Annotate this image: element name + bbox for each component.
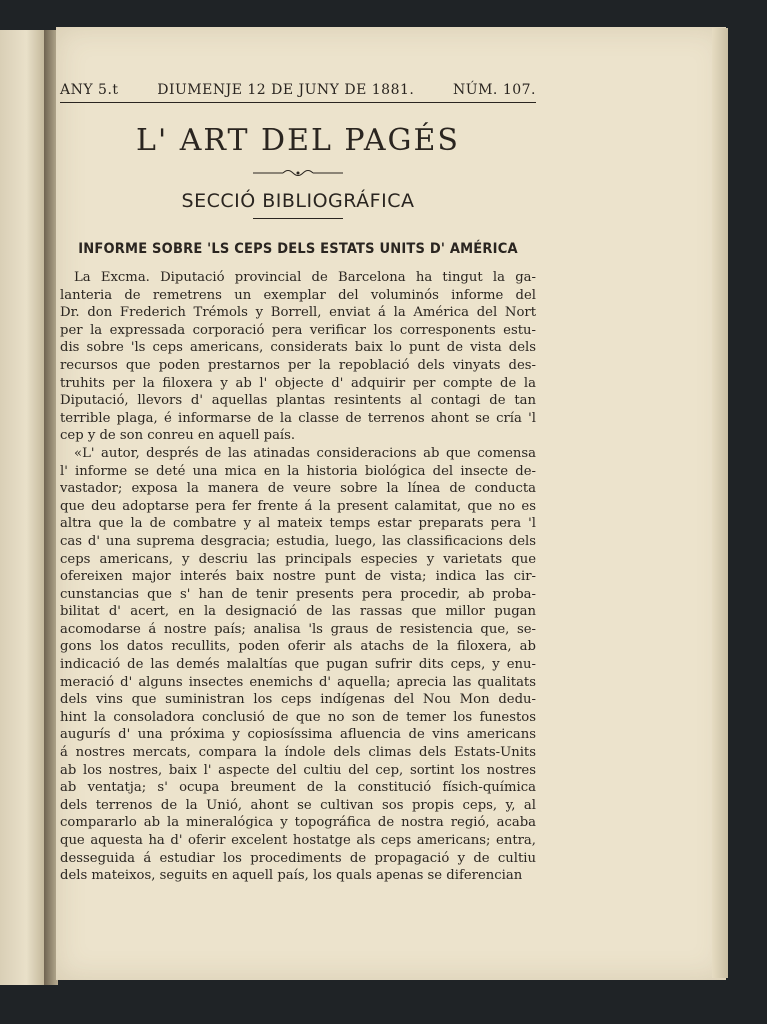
- text-line: acomodarse á nostre país; analisa 'ls graus de resistencia que, se-: [60, 621, 536, 637]
- text-line: compararlo ab la mineralógica y topográfica de nostra regió, acaba: [60, 815, 536, 831]
- text-line: truhits per la filoxera y ab l' objecte d' adquirir per compte de la: [60, 375, 536, 391]
- section-title: SECCIÓ BIBLIOGRÁFICA: [181, 190, 415, 212]
- text-line: dis sobre 'ls ceps americans, considerats baix lo punt de vista dels: [60, 340, 536, 356]
- text-line: cunstancias que s' han de tenir presents pera procedir, ab proba-: [60, 586, 536, 602]
- text-line: terrible plaga, é informarse de la classe de terrenos ahont se cría 'l: [60, 410, 536, 426]
- text-line: á nostres mercats, compara la índole dels climas dels Estats-Units: [60, 745, 536, 761]
- text-line: meració d' alguns insectes enemichs d' aquella; aprecia las qualitats: [60, 674, 536, 690]
- article-title: INFORME SOBRE 'LS CEPS DELS ESTATS UNITS D' AMÉRICA: [78, 241, 518, 257]
- text-line: ab ventatja; s' ocupa breument de la constitució físich-química: [60, 780, 536, 796]
- text-line: Dr. don Frederich Trémols y Borrell, enviat á la América del Nort: [60, 305, 536, 321]
- text-line: vastador; exposa la manera de veure sobre la línea de conducta: [60, 481, 536, 497]
- header-year: ANY 5.t: [60, 82, 119, 98]
- text-line: ofereixen major interés baix nostre punt de vista; indica las cir-: [60, 569, 536, 585]
- text-line: Diputació, llevors d' aquellas plantas resintents al contagi de tan: [60, 393, 536, 409]
- text-line: augurís d' una próxima y copiosíssima afluencia de vins americans: [60, 727, 536, 743]
- left-page-edge: [0, 30, 46, 985]
- text-line: dels mateixos, seguits en aquell país, los quals apenas se diferencian: [60, 868, 523, 884]
- header-number: NÚM. 107.: [453, 82, 536, 98]
- text-line: gons los datos recullits, poden oferir als atachs de la filoxera, ab: [60, 639, 536, 655]
- text-line: ab los nostres, baix l' aspecte del cultiu del cep, sortint los nostres: [60, 762, 536, 778]
- text-line: desseguida á estudiar los procediments de propagació y de cultiu: [60, 850, 536, 866]
- text-line: altra que la de combatre y al mateix temps estar preparats pera 'l: [60, 516, 536, 532]
- masthead-title: L' ART DEL PAGÉS: [136, 123, 460, 158]
- text-line: ceps americans, y descriu las principals especies y varietats que: [60, 551, 536, 567]
- text-line: que aquesta ha d' oferir excelent hostatge als ceps americans; entra,: [60, 833, 536, 848]
- right-page-edge: [712, 28, 728, 978]
- running-header: [60, 82, 536, 103]
- text-line: indicació de las demés malaltías que pugan sufrir dits ceps, y enu-: [60, 657, 536, 673]
- paragraph-1: [60, 269, 536, 445]
- text-line: lanteria de remetrens un exemplar del voluminós informe del: [60, 287, 536, 303]
- page-content: [60, 82, 536, 885]
- article-body: [60, 269, 536, 885]
- text-line: cas d' una suprema desgracia; estudia, luego, las classificacions dels: [60, 533, 536, 549]
- text-line: dels vins que suministran los ceps indígenas del Nou Mon dedu-: [60, 692, 536, 708]
- ornament-divider: [60, 164, 536, 178]
- text-line: hint la consoladora conclusió de que no son de temer los funestos: [60, 709, 536, 725]
- text-line: «L' autor, després de las atinadas consideracions ab que comensa: [74, 445, 536, 461]
- text-line: que deu adoptarse pera fer frente á la present calamitat, que no es: [60, 498, 536, 514]
- text-line: l' informe se deté una mica en la historia biológica del insecte de-: [60, 463, 536, 479]
- section-rule: [253, 218, 343, 219]
- text-line: recursos que poden prestarnos per la repoblació dels vinyats des-: [60, 357, 536, 373]
- text-line: dels terrenos de la Unió, ahont se cultivan sos propis ceps, y, al: [60, 797, 536, 813]
- text-line: bilitat d' acert, en la designació de las rassas que millor pugan: [60, 604, 536, 620]
- text-line: cep y de son conreu en aquell país.: [60, 428, 296, 444]
- text-line: per la expressada corporació pera verificar los corresponents estu-: [60, 322, 536, 338]
- text-line: La Excma. Diputació provincial de Barcelona ha tingut la ga-: [74, 270, 536, 285]
- paragraph-2: [60, 445, 536, 885]
- header-date: DIUMENJE 12 DE JUNY DE 1881.: [157, 82, 415, 98]
